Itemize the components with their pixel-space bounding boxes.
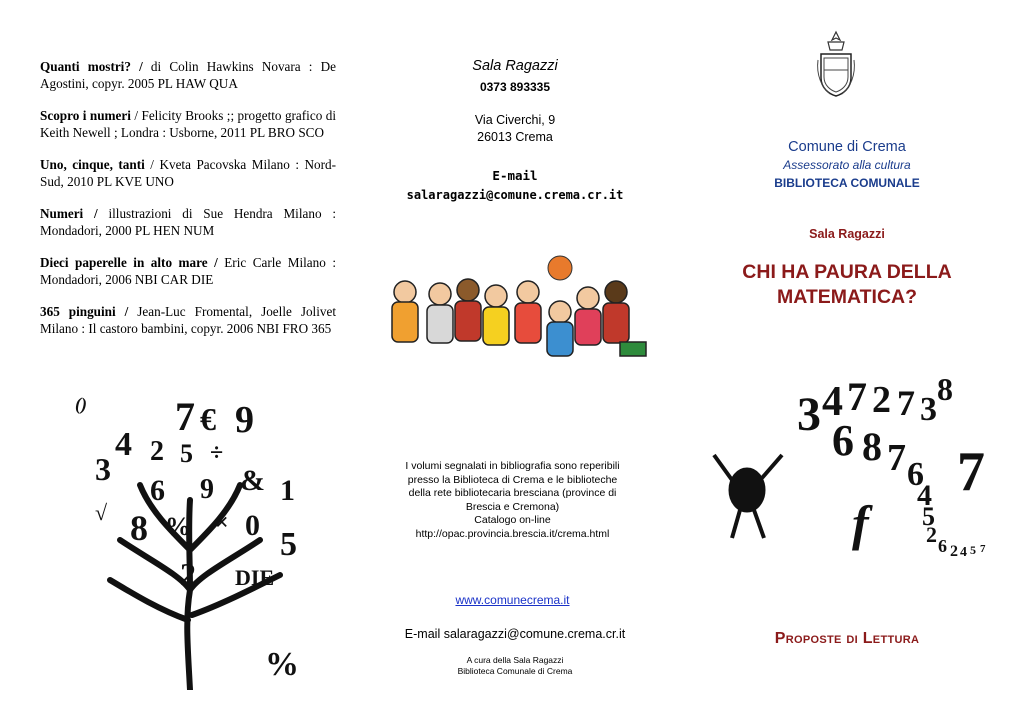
address	[430, 112, 600, 146]
number-glyph: 6	[832, 416, 854, 465]
book-list	[40, 58, 336, 352]
tree-glyph: &	[240, 464, 265, 497]
number-glyph: 7	[980, 543, 986, 555]
tree-glyph: 5	[280, 526, 297, 563]
number-glyph: 2	[926, 522, 937, 547]
comune-name: Comune di Crema	[788, 139, 906, 155]
tree-glyph: 8	[130, 508, 148, 548]
middle-panel	[345, 0, 682, 725]
number-glyph: 4	[822, 379, 843, 425]
email-footer[interactable]: E-mail salaragazzi@comune.crema.cr.it	[404, 627, 626, 641]
website-link[interactable]: www.comunecrema.it	[455, 593, 570, 607]
number-monster-illustration	[702, 360, 1002, 580]
number-glyph: f	[852, 495, 869, 551]
credit-line: Biblioteca Comunale di Crema	[457, 666, 573, 676]
book-details: Eric Carle Milano : Mondadori, 2006 NBI CAR DIE	[40, 255, 337, 287]
info-line: I volumi segnalati in bibliografia sono reperibili	[405, 460, 620, 472]
tree-glyph: 2	[180, 556, 196, 592]
number-glyph: 7	[897, 383, 915, 423]
tree-glyph: €	[200, 401, 216, 437]
tree-glyph: ÷	[210, 440, 224, 466]
number-glyph: 7	[847, 374, 867, 419]
number-glyph: 2	[872, 379, 891, 421]
book-title: Numeri /	[40, 206, 98, 221]
biblioteca-name: BIBLIOTECA COMUNALE	[774, 176, 920, 190]
tree-glyph: 1	[280, 474, 295, 507]
email-label: E-mail	[492, 168, 538, 183]
tree-glyph: DIE	[235, 565, 275, 590]
book-title: Dieci paperelle in alto mare /	[40, 255, 218, 270]
tree-glyph: 9	[200, 474, 214, 505]
tree-glyph: 2	[150, 436, 164, 467]
book-entry	[40, 303, 336, 337]
book-entry	[40, 205, 336, 239]
tree-glyph: √	[95, 500, 108, 525]
info-line: Brescia e Cremona)	[465, 500, 560, 513]
credit	[405, 655, 625, 677]
book-details: illustrazioni di Sue Hendra Milano : Mondadori, 2000 PL HEN NUM	[40, 206, 336, 238]
book-details: Jean-Luc Fromental, Joelle Jolivet Milano : Il castoro bambini, copyr. 2006 NBI FRO 365	[40, 304, 336, 336]
credit-line: A cura della Sala Ragazzi	[466, 655, 564, 665]
brochure-title	[697, 260, 997, 310]
tree-glyph: 4	[115, 426, 132, 463]
tree-glyph: 7	[175, 394, 195, 439]
email-address[interactable]: salaragazzi@comune.crema.cr.it	[406, 188, 624, 202]
info-line: presso la Biblioteca di Crema e le biblioteche	[407, 473, 618, 486]
assessorato: Assessorato alla cultura	[783, 158, 911, 172]
tree-glyph: %	[165, 512, 191, 541]
tree-glyph: 0	[245, 509, 260, 542]
phone-number: 0373 893335	[479, 80, 551, 94]
book-entry	[40, 156, 336, 190]
number-tree-illustration	[40, 390, 340, 690]
book-entry	[40, 254, 336, 288]
sala-ragazzi-label: Sala Ragazzi	[809, 227, 885, 241]
info-line: della rete bibliotecaria bresciana (province di	[408, 487, 617, 499]
book-title: Scopro i numeri	[40, 108, 131, 123]
title-line: CHI HA PAURA DELLA	[742, 261, 952, 283]
number-glyph: 3	[920, 391, 937, 428]
address-street: Via Civerchi, 9	[474, 113, 556, 127]
left-panel	[0, 0, 345, 725]
title-line: MATEMATICA?	[776, 286, 918, 308]
number-glyph: 6	[938, 536, 947, 556]
info-line: Catalogo on-line	[474, 514, 551, 526]
book-title: Uno, cinque, tanti	[40, 157, 145, 172]
number-glyph: 7	[957, 441, 985, 503]
number-glyph: 6	[907, 456, 924, 493]
sala-ragazzi-heading: Sala Ragazzi	[472, 58, 558, 74]
number-glyph: 7	[887, 437, 906, 479]
number-glyph: 5	[922, 502, 935, 531]
book-entry	[40, 58, 336, 92]
tree-glyph: ×	[215, 510, 229, 536]
tree-glyph: %	[265, 646, 299, 683]
children-illustration	[380, 252, 650, 374]
number-glyph: 3	[797, 388, 821, 441]
book-details: di Colin Hawkins Novara : De Agostini, copyr. 2005 PL HAW QUA	[40, 59, 336, 91]
number-glyph: 4	[960, 545, 967, 560]
book-title: Quanti mostri? /	[40, 59, 143, 74]
book-title: 365 pinguini /	[40, 304, 129, 319]
address-city: 26013 Crema	[477, 130, 553, 144]
catalog-url[interactable]: http://opac.provincia.brescia.it/crema.html	[415, 527, 610, 540]
number-glyph: 8	[937, 371, 953, 407]
tree-glyph: ()	[75, 394, 87, 414]
number-glyph: 5	[970, 543, 976, 557]
number-glyph: 8	[862, 424, 882, 469]
proposte-di-lettura: Proposte di Lettura	[774, 630, 920, 647]
book-details: / Kveta Pacovska Milano : Nord-Sud, 2010 PL KVE UNO	[40, 157, 336, 189]
availability-info	[375, 460, 650, 541]
book-details: / Felicity Brooks ;; progetto grafico di Keith Newell ; Londra : Usborne, 2011 PL BRO SCO	[40, 108, 336, 140]
book-entry	[40, 107, 336, 141]
tree-glyph: 9	[235, 399, 254, 441]
right-panel	[682, 0, 1024, 725]
tree-glyph: 3	[95, 451, 111, 487]
number-glyph: 2	[950, 543, 958, 560]
tree-glyph: 6	[150, 474, 165, 507]
tree-glyph: 5	[180, 439, 193, 468]
number-glyph: 4	[917, 479, 932, 512]
coat-of-arms-icon	[816, 30, 856, 100]
